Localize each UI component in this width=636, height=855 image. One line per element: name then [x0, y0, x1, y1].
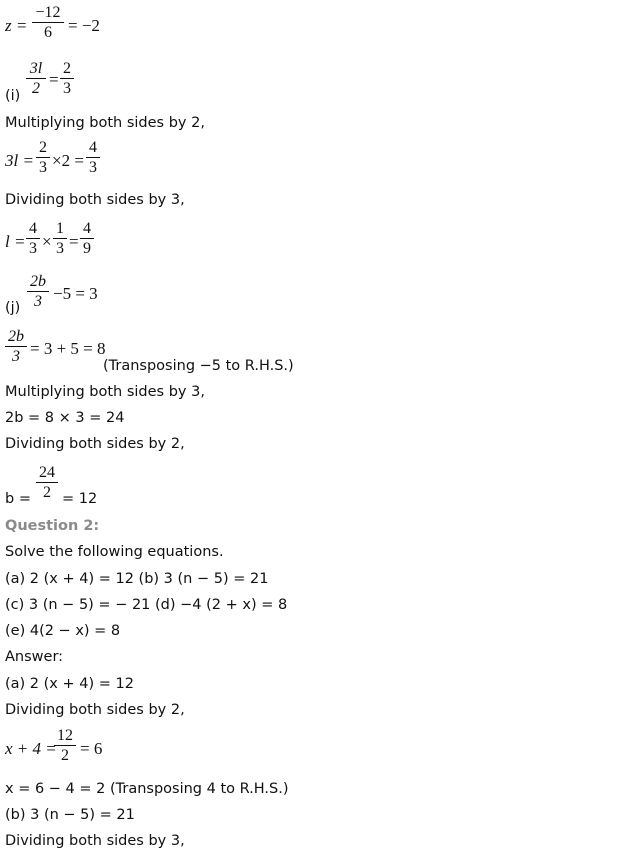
fraction-bar [54, 745, 76, 746]
fraction-bar [53, 238, 67, 239]
i-fraction-2 [60, 60, 74, 97]
i-num-1: 3l [29, 60, 43, 77]
text-line: x = 6 − 4 = 2 (Transposing 4 to R.H.S.) [5, 781, 289, 797]
j-rhs: −5 = 3 [53, 284, 98, 303]
denominator: 9 [83, 240, 91, 257]
z-rhs: = −2 [68, 16, 100, 35]
numerator: 24 [39, 464, 55, 481]
fraction-bar [60, 78, 74, 79]
fraction-bar [36, 157, 50, 158]
j-fraction [27, 273, 49, 310]
answer-label: Answer: [5, 649, 64, 665]
z-numerator: −12 [35, 4, 61, 21]
eq-l-fraction-1 [26, 220, 40, 257]
denominator: 2 [43, 484, 51, 501]
b-lhs: b = [5, 491, 31, 507]
fraction-bar [36, 482, 58, 483]
text-line: (a) 2 (x + 4) = 12 [5, 676, 134, 692]
eq-3l-fraction-2 [86, 139, 100, 176]
b-value: = 12 [62, 491, 98, 507]
numerator: 2b [8, 328, 24, 345]
text-line: Dividing both sides by 3, [5, 192, 185, 208]
x4-lhs: x + 4 = [5, 739, 57, 758]
z-lhs: z = [5, 16, 28, 35]
fraction-bar [27, 291, 49, 292]
text-line: Dividing both sides by 2, [5, 436, 185, 452]
text-line: (c) 3 (n − 5) = − 21 (d) −4 (2 + x) = 8 [5, 597, 288, 613]
question-heading: Question 2: [5, 518, 100, 534]
fraction-bar [26, 238, 40, 239]
fraction-bar [5, 346, 27, 347]
text-line: (b) 3 (n − 5) = 21 [5, 807, 135, 823]
numerator: 2b [30, 273, 46, 290]
j2-rhs: = 3 + 5 = 8 [30, 339, 106, 358]
label-i: (i) [5, 88, 21, 104]
text-line: Solve the following equations. [5, 544, 224, 560]
text-line: Dividing both sides by 3, [5, 833, 185, 849]
i-fraction-1 [26, 60, 46, 97]
b-fraction [36, 464, 58, 501]
eq-l-fraction-2 [53, 220, 67, 257]
text-line: 2b = 8 × 3 = 24 [5, 410, 125, 426]
denominator: 3 [56, 240, 64, 257]
denominator: 3 [89, 159, 97, 176]
eq-l-equals: = [69, 232, 79, 251]
text-line: Dividing both sides by 2, [5, 702, 185, 718]
numerator: 4 [83, 220, 91, 237]
text-line: (e) 4(2 − x) = 8 [5, 623, 121, 639]
label-j: (j) [5, 300, 21, 316]
denominator: 3 [34, 293, 42, 310]
text-line: Multiplying both sides by 3, [5, 384, 205, 400]
numerator: 4 [89, 139, 97, 156]
z-denominator: 6 [44, 24, 52, 41]
eq-3l-mid: ×2 = [52, 151, 84, 170]
i-den-2: 3 [63, 80, 71, 97]
x4-rhs: = 6 [80, 739, 103, 758]
i-den-1: 2 [32, 80, 40, 97]
fraction-bar [32, 22, 64, 23]
eq-l-times: × [42, 232, 52, 251]
text-line: Multiplying both sides by 2, [5, 115, 205, 131]
text-line: (a) 2 (x + 4) = 12 (b) 3 (n − 5) = 21 [5, 571, 269, 587]
text-line: (Transposing −5 to R.H.S.) [103, 358, 294, 374]
j2-fraction [5, 328, 27, 365]
denominator: 3 [39, 159, 47, 176]
denominator: 3 [29, 240, 37, 257]
i-num-2: 2 [63, 60, 71, 77]
z-fraction [32, 4, 64, 41]
fraction-bar [26, 78, 46, 79]
eq-3l-lhs: 3l = [5, 151, 34, 170]
numerator: 12 [57, 727, 73, 744]
numerator: 2 [39, 139, 47, 156]
numerator: 1 [56, 220, 64, 237]
eq-l-lhs: l = [5, 232, 26, 251]
fraction-bar [80, 238, 94, 239]
denominator: 3 [12, 348, 20, 365]
eq-l-fraction-3 [80, 220, 94, 257]
eq-3l-fraction-1 [36, 139, 50, 176]
i-equals: = [49, 70, 59, 89]
x4-fraction [54, 727, 76, 764]
denominator: 2 [61, 747, 69, 764]
numerator: 4 [29, 220, 37, 237]
fraction-bar [86, 157, 100, 158]
